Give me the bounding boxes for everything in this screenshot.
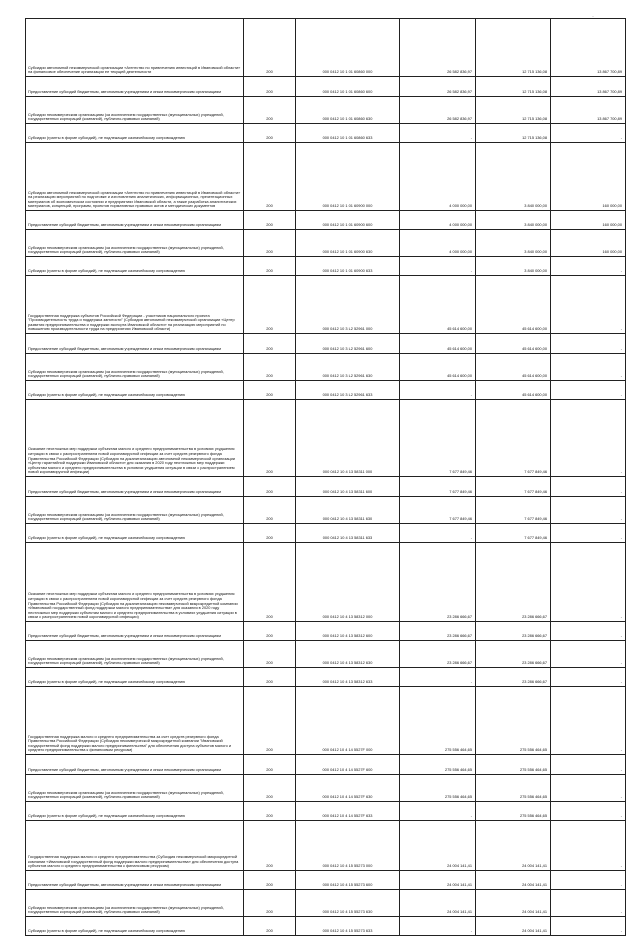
admin-code-cell: 200 [244,890,296,917]
unexecuted-amount-cell: - [551,354,626,381]
unexecuted-amount-cell: - [551,775,626,802]
unexecuted-amount-cell: 13 867 700,89 [551,19,626,77]
admin-code-cell: 200 [244,477,296,497]
approved-amount-cell: - [400,802,476,821]
approved-amount-cell: 23 286 666,67 [400,622,476,641]
approved-amount-cell: 26 582 836,97 [400,77,476,97]
row-name-cell: Государственная поддержка малого и среднего предпринимательства (Субсидия некоммерческой микрокредитной компании «Ивановский государственный фонд поддержки малого предпринимательства» для обеспечения доступа субъектов малого и среднего предпринимательства к финансовым ресурсам) [26,821,244,871]
admin-code-cell: 200 [244,543,296,622]
row-name-cell: Субсидии (гранты в форме субсидий), не подлежащие казначейскому сопровождению [26,381,244,400]
budget-code-cell: 000 0412 10 1 01 60860 000 [296,19,400,77]
approved-amount-cell: 45 614 600,00 [400,334,476,354]
admin-code-cell: 200 [244,19,296,77]
budget-table [25,18,626,936]
admin-code-cell: 200 [244,802,296,821]
table-row [26,543,626,622]
table-row [26,19,626,77]
unexecuted-amount-cell: - [551,124,626,143]
budget-code-cell: 000 0412 10 1 01 60860 630 [296,97,400,124]
admin-code-cell: 200 [244,77,296,97]
admin-code-cell: 200 [244,668,296,687]
row-name-cell: Предоставление субсидий бюджетным, автономным учреждениям и иным некоммерческим организациям [26,334,244,354]
table-row [26,775,626,802]
unexecuted-amount-cell: - [551,821,626,871]
budget-code-cell: 000 0412 10 4 13 58312 630 [296,641,400,668]
row-name-cell: Субсидии (гранты в форме субсидий), не подлежащие казначейскому сопровождению [26,917,244,936]
row-name-cell: Субсидии (гранты в форме субсидий), не подлежащие казначейскому сопровождению [26,524,244,543]
budget-table-page [25,18,625,936]
table-row [26,97,626,124]
budget-code-cell: 000 0412 10 1 01 60860 600 [296,77,400,97]
table-row [26,641,626,668]
budget-code-cell: 000 0412 10 3 L2 52961 600 [296,334,400,354]
approved-amount-cell: - [400,257,476,276]
budget-code-cell: 000 0412 10 1 01 60900 633 [296,257,400,276]
table-row [26,821,626,871]
approved-amount-cell: 24 004 141,41 [400,890,476,917]
executed-amount-cell: 3 840 000,00 [476,257,551,276]
budget-code-cell: 000 0412 10 4 14 5527F 630 [296,775,400,802]
budget-code-cell: 000 0412 10 4 14 5527F 000 [296,687,400,755]
admin-code-cell: 200 [244,524,296,543]
row-name-cell: Предоставление субсидий бюджетным, автономным учреждениям и иным некоммерческим организациям [26,77,244,97]
unexecuted-amount-cell: - [551,257,626,276]
executed-amount-cell: 7 677 849,46 [476,524,551,543]
row-name-cell: Оказание неотложных мер поддержки субъектам малого и среднего предпринимательства в условиях ухудшения ситуации в связи с распространением новой коронавирусной инфекции за счет средств резервного фонда Правительства Российской Федерации (Субсидия на докапитализацию автономной некоммерческой организации «Центр гарантийной поддержки Ивановской области» для оказания в 2020 году неотложных мер поддержки субъектам малого и среднего предпринимательства в условиях ухудшения ситуации в связи с распространением новой коронавирусной инфекции) [26,400,244,477]
row-name-cell: Субсидии некоммерческим организациям (за исключением государственных (муниципальных) учреждений, государственных корпораций (компаний), публично-правовых компаний) [26,497,244,524]
table-row [26,354,626,381]
table-row [26,917,626,936]
budget-code-cell: 000 0412 10 1 01 60900 000 [296,143,400,211]
unexecuted-amount-cell: 160 000,00 [551,211,626,230]
unexecuted-amount-cell: 160 000,00 [551,143,626,211]
executed-amount-cell: 7 677 849,46 [476,477,551,497]
approved-amount-cell: 4 000 000,00 [400,230,476,257]
budget-code-cell: 000 0412 10 4 15 55273 600 [296,871,400,890]
executed-amount-cell: 7 677 849,46 [476,497,551,524]
row-name-cell: Субсидии (гранты в форме субсидий), не подлежащие казначейскому сопровождению [26,124,244,143]
table-row [26,497,626,524]
table-row [26,230,626,257]
unexecuted-amount-cell: - [551,477,626,497]
executed-amount-cell: 23 286 666,67 [476,622,551,641]
executed-amount-cell: 45 614 600,00 [476,334,551,354]
table-row [26,211,626,230]
admin-code-cell: 200 [244,917,296,936]
executed-amount-cell: 275 556 464,65 [476,687,551,755]
row-name-cell: Предоставление субсидий бюджетным, автономным учреждениям и иным некоммерческим организациям [26,622,244,641]
budget-code-cell: 000 0412 10 4 14 5527F 633 [296,802,400,821]
unexecuted-amount-cell: 13 867 700,89 [551,97,626,124]
approved-amount-cell: 7 677 849,46 [400,497,476,524]
unexecuted-amount-cell: - [551,917,626,936]
unexecuted-amount-cell: - [551,543,626,622]
admin-code-cell: 200 [244,276,296,334]
approved-amount-cell: 26 582 836,97 [400,97,476,124]
approved-amount-cell: 45 614 600,00 [400,276,476,334]
executed-amount-cell: 12 715 136,08 [476,124,551,143]
table-row [26,668,626,687]
approved-amount-cell: 4 000 000,00 [400,211,476,230]
table-row [26,755,626,775]
row-name-cell: Предоставление субсидий бюджетным, автономным учреждениям и иным некоммерческим организациям [26,211,244,230]
admin-code-cell: 200 [244,124,296,143]
table-row [26,524,626,543]
table-row [26,477,626,497]
budget-code-cell: 000 0412 10 4 13 58312 600 [296,622,400,641]
admin-code-cell: 200 [244,230,296,257]
table-row [26,802,626,821]
executed-amount-cell: 3 840 000,00 [476,230,551,257]
budget-table-body [26,19,626,936]
unexecuted-amount-cell: - [551,622,626,641]
executed-amount-cell: 45 614 600,00 [476,381,551,400]
executed-amount-cell: 7 677 849,46 [476,400,551,477]
admin-code-cell: 200 [244,334,296,354]
admin-code-cell: 200 [244,381,296,400]
budget-code-cell: 000 0412 10 3 L2 52961 000 [296,276,400,334]
executed-amount-cell: 12 715 136,08 [476,19,551,77]
unexecuted-amount-cell: - [551,755,626,775]
executed-amount-cell: 24 004 141,41 [476,871,551,890]
approved-amount-cell: - [400,124,476,143]
row-name-cell: Субсидии автономной некоммерческой организации «Агентство по привлечению инвестиций в Ивановской области» на финансовое обеспечение организации ее текущей деятельности [26,19,244,77]
admin-code-cell: 200 [244,821,296,871]
unexecuted-amount-cell: - [551,641,626,668]
approved-amount-cell: - [400,917,476,936]
budget-code-cell: 000 0412 10 4 13 58312 633 [296,668,400,687]
budget-code-cell: 000 0412 10 1 01 60900 600 [296,211,400,230]
approved-amount-cell: 7 677 849,46 [400,400,476,477]
admin-code-cell: 200 [244,257,296,276]
row-name-cell: Предоставление субсидий бюджетным, автономным учреждениям и иным некоммерческим организациям [26,871,244,890]
row-name-cell: Предоставление субсидий бюджетным, автономным учреждениям и иным некоммерческим организациям [26,477,244,497]
executed-amount-cell: 45 614 600,00 [476,354,551,381]
approved-amount-cell: 45 614 600,00 [400,354,476,381]
admin-code-cell: 200 [244,497,296,524]
row-name-cell: Субсидии некоммерческим организациям (за исключением государственных (муниципальных) учреждений, государственных корпораций (компаний), публично-правовых компаний) [26,775,244,802]
approved-amount-cell: 275 556 464,65 [400,687,476,755]
approved-amount-cell: 275 556 464,65 [400,755,476,775]
row-name-cell: Субсидии некоммерческим организациям (за исключением государственных (муниципальных) учреждений, государственных корпораций (компаний), публично-правовых компаний) [26,641,244,668]
budget-code-cell: 000 0412 10 1 01 60900 630 [296,230,400,257]
executed-amount-cell: 275 556 464,65 [476,775,551,802]
unexecuted-amount-cell: - [551,687,626,755]
table-row [26,400,626,477]
budget-code-cell: 000 0412 10 3 L2 52961 633 [296,381,400,400]
budget-code-cell: 000 0412 10 3 L2 52961 630 [296,354,400,381]
unexecuted-amount-cell: 13 867 700,89 [551,77,626,97]
row-name-cell: Субсидия автономной некоммерческой организации «Агентство по привлечению инвестиций в Ивановской области» на реализацию мероприятий по подготовке и изготовлению аналитических, информационных, презентационных материалов об экономическом состоянии и предприятиях Ивановской области, а также разработка аналитических материалов, концепций, программ, проектов нормативных правовых актов и методических документов [26,143,244,211]
admin-code-cell: 200 [244,97,296,124]
table-row [26,257,626,276]
admin-code-cell: 200 [244,641,296,668]
approved-amount-cell: 24 004 141,41 [400,821,476,871]
approved-amount-cell: - [400,381,476,400]
unexecuted-amount-cell: - [551,381,626,400]
row-name-cell: Субсидии (гранты в форме субсидий), не подлежащие казначейскому сопровождению [26,257,244,276]
table-row [26,687,626,755]
table-row [26,334,626,354]
budget-code-cell: 000 0412 10 4 15 55273 630 [296,890,400,917]
executed-amount-cell: 24 004 141,41 [476,821,551,871]
unexecuted-amount-cell: - [551,802,626,821]
row-name-cell: Субсидии (гранты в форме субсидий), не подлежащие казначейскому сопровождению [26,668,244,687]
approved-amount-cell: 275 556 464,65 [400,775,476,802]
row-name-cell: Субсидии некоммерческим организациям (за исключением государственных (муниципальных) учреждений, государственных корпораций (компаний), публично-правовых компаний) [26,97,244,124]
executed-amount-cell: 3 840 000,00 [476,143,551,211]
executed-amount-cell: 23 286 666,67 [476,668,551,687]
approved-amount-cell: - [400,668,476,687]
budget-code-cell: 000 0412 10 4 15 55273 000 [296,821,400,871]
row-name-cell: Государственная поддержка малого и среднего предпринимательства за счет средств резервного фонда Правительства Российской Федерации (Субсидия некоммерческой микрокредитной компании "Ивановский государственный фонд поддержки малого предпринимательства" для обеспечения доступа субъектов малого и среднего предпринимательства к финансовым ресурсам) [26,687,244,755]
row-name-cell: Субсидии некоммерческим организациям (за исключением государственных (муниципальных) учреждений, государственных корпораций (компаний), публично-правовых компаний) [26,890,244,917]
unexecuted-amount-cell: - [551,334,626,354]
executed-amount-cell: 24 004 141,41 [476,917,551,936]
executed-amount-cell: 275 556 464,65 [476,755,551,775]
table-row [26,890,626,917]
budget-code-cell: 000 0412 10 4 13 58312 000 [296,543,400,622]
approved-amount-cell: 24 004 141,41 [400,871,476,890]
row-name-cell: Субсидии некоммерческим организациям (за исключением государственных (муниципальных) учреждений, государственных корпораций (компаний), публично-правовых компаний) [26,354,244,381]
unexecuted-amount-cell: - [551,400,626,477]
table-row [26,276,626,334]
admin-code-cell: 200 [244,211,296,230]
unexecuted-amount-cell: 160 000,00 [551,230,626,257]
executed-amount-cell: 12 715 136,08 [476,97,551,124]
executed-amount-cell: 12 715 136,08 [476,77,551,97]
admin-code-cell: 200 [244,755,296,775]
unexecuted-amount-cell: - [551,524,626,543]
budget-code-cell: 000 0412 10 4 13 58311 630 [296,497,400,524]
admin-code-cell: 200 [244,400,296,477]
table-row [26,622,626,641]
unexecuted-amount-cell: - [551,668,626,687]
table-row [26,871,626,890]
unexecuted-amount-cell: - [551,276,626,334]
table-row [26,381,626,400]
approved-amount-cell: 7 677 849,46 [400,477,476,497]
approved-amount-cell: 4 000 000,00 [400,143,476,211]
admin-code-cell: 200 [244,871,296,890]
approved-amount-cell: 23 286 666,67 [400,641,476,668]
row-name-cell: Субсидии некоммерческим организациям (за исключением государственных (муниципальных) учреждений, государственных корпораций (компаний), публично-правовых компаний) [26,230,244,257]
admin-code-cell: 200 [244,354,296,381]
unexecuted-amount-cell: - [551,871,626,890]
budget-code-cell: 000 0412 10 4 13 58311 600 [296,477,400,497]
approved-amount-cell: - [400,524,476,543]
row-name-cell: Оказание неотложных мер поддержки субъектам малого и среднего предпринимательства в условиях ухудшения ситуации в связи с распространением новой коронавирусной инфекции за счет средств резервного фонда Правительства Российской Федерации (Субсидия на докапитализацию некоммерческой микрокредитной компании «Ивановский государственный фонд поддержки малого предпринимательства» для оказания в 2020 году неотложных мер поддержки субъектам малого и среднего предпринимательства в условиях ухудшения ситуации в связи с распространением новой коронавирусной инфекции) [26,543,244,622]
row-name-cell: Предоставление субсидий бюджетным, автономным учреждениям и иным некоммерческим организациям [26,755,244,775]
unexecuted-amount-cell: - [551,497,626,524]
row-name-cell: Субсидии (гранты в форме субсидий), не подлежащие казначейскому сопровождению [26,802,244,821]
approved-amount-cell: 26 582 836,97 [400,19,476,77]
executed-amount-cell: 24 004 141,41 [476,890,551,917]
scan-mark: · [592,14,594,20]
admin-code-cell: 200 [244,143,296,211]
admin-code-cell: 200 [244,775,296,802]
approved-amount-cell: 23 286 666,67 [400,543,476,622]
table-row [26,124,626,143]
executed-amount-cell: 45 614 600,00 [476,276,551,334]
unexecuted-amount-cell: - [551,890,626,917]
executed-amount-cell: 275 556 464,65 [476,802,551,821]
executed-amount-cell: 23 286 666,67 [476,543,551,622]
table-row [26,143,626,211]
budget-code-cell: 000 0412 10 4 14 5527F 600 [296,755,400,775]
executed-amount-cell: 23 286 666,67 [476,641,551,668]
budget-code-cell: 000 0412 10 4 13 58311 633 [296,524,400,543]
admin-code-cell: 200 [244,687,296,755]
budget-code-cell: 000 0412 10 1 01 60860 633 [296,124,400,143]
budget-code-cell: 000 0412 10 4 15 55273 633 [296,917,400,936]
row-name-cell: Государственная поддержка субъектов Российской Федерации - участников национального проекта "Производительность труда и поддержка занятости" (Субсидия автономной некоммерческой организации «Центр развития предпринимательства и поддержки экспорта Ивановской области» на реализацию мероприятий по повышению производительности труда на предприятиях Ивановской области) [26,276,244,334]
table-row [26,77,626,97]
budget-code-cell: 000 0412 10 4 13 58311 000 [296,400,400,477]
admin-code-cell: 200 [244,622,296,641]
executed-amount-cell: 3 840 000,00 [476,211,551,230]
